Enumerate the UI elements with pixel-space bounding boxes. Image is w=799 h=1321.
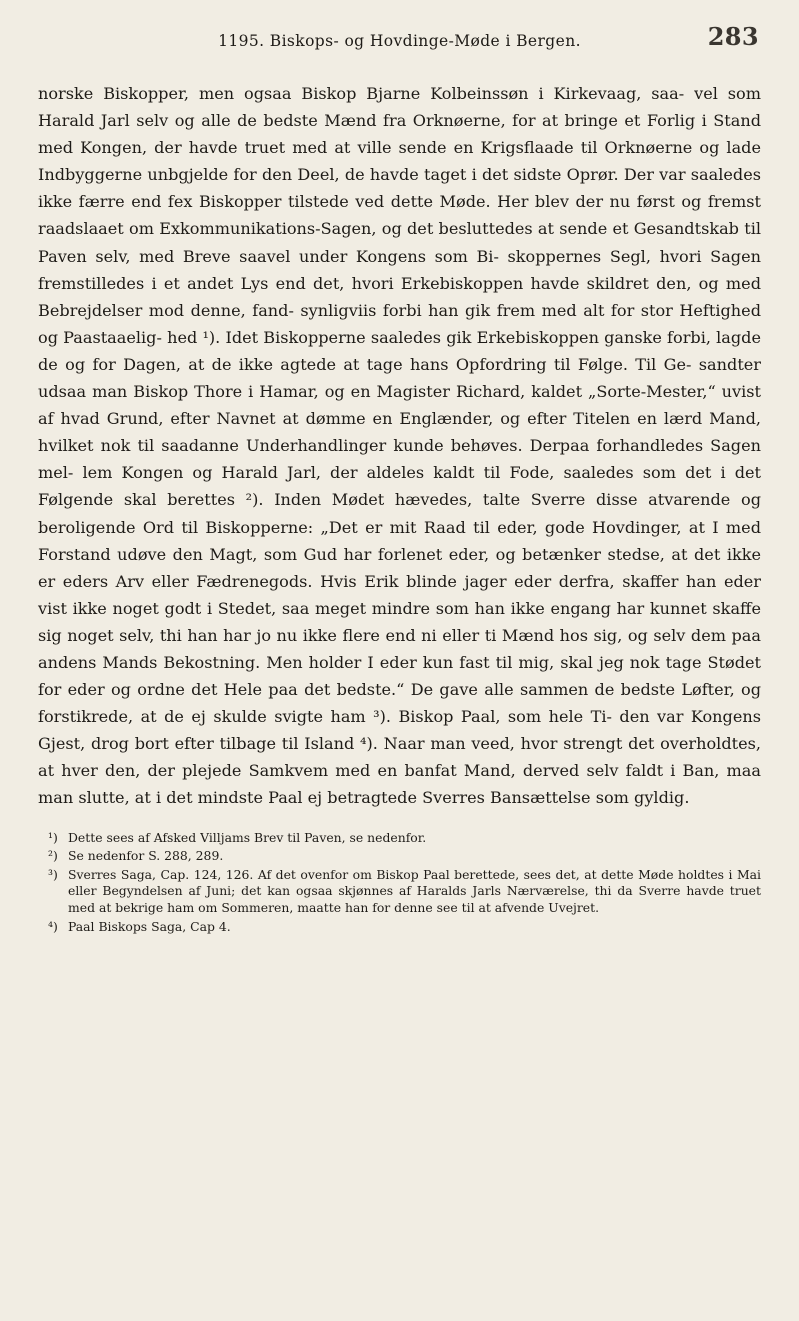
footnote-mark: ²) (48, 848, 58, 864)
footnote-mark: ⁴) (48, 918, 58, 934)
footnote-2 (48, 848, 761, 865)
footnote-text: Dette sees af Afsked Villjams Brev til Paven, se nedenfor. (68, 829, 427, 845)
page-number: 283 (707, 22, 759, 51)
footnote-text: Sverres Saga, Cap. 124, 126. Af det ovenfor om Biskop Paal berettede, sees det, at dette Møde holdtes i Mai eller Begyndelsen af Juni; det kan ogsaa skjønnes af Haralds Jarls Nærværelse, thi da Sverre havde truet med at bekrige ham om Sommeren, maatte han for denne see til at afvende Uvejret. (68, 866, 761, 915)
footnote-4 (48, 918, 761, 936)
footnote-1 (48, 829, 761, 847)
main-paragraph: norske Biskopper, men ogsaa Biskop Bjarne Kolbeinssøn i Kirkevaag, saa- vel som Harald Jarl selv og alle de bedste Mænd fra Orknøerne, for at bringe et Forlig i Stand med Kongen, der havde truet med at ville sende en Krigsflaade til Orknøerne og lade Indbyggerne unbgjelde for den Deel, de havde taget i det sidste Oprør. Der var saaledes ikke færre end fex Biskopper tilstede ved dette Møde. Her blev der nu først og fremst raadslaaet om Exkommunikations-Sagen, og det besluttedes at sende et Gesandtskab til Paven selv, med Breve saavel under Kongens som Bi- skoppernes Segl, hvori Sagen fremstilledes i et andet Lys end det, hvori Erkebiskoppen havde skildret den, og med Bebrejdelser mod denne, fand- synligviis forbi han gik frem med alt for stor Heftighed og Paastaaelig- hed ¹). Idet Biskopperne saaledes gik Erkebiskoppen ganske forbi, lagde de og for Dagen, at de ikke agtede at tage hans Opfordring til Følge. Til Ge- sandter udsaa man Biskop Thore i Hamar, og en Magister Richard, kaldet „Sorte-Mester,“ uvist af hvad Grund, efter Navnet at dømme en Englænder, og efter Titelen en lærd Mand, hvilket nok til saadanne Underhandlinger kunde behøves. Derpaa forhandledes Sagen mel- lem Kongen og Harald Jarl, der aldeles kaldt til Fode, saaledes som det i det Følgende skal berettes ²). Inden Mødet hævedes, talte Sverre disse atvarende og beroligende Ord til Biskopperne: „Det er mit Raad til eder, gode Hovdinger, at I med Forstand udøve den Magt, som Gud har forlenet eder, og betænker stedse, at det ikke er eders Arv eller Fædrenegods. Hvis Erik blinde jager eder derfra, skaffer han eder vist ikke noget godt i Stedet, saa meget mindre som han ikke engang har kunnet skaffe sig noget selv, thi han har jo nu ikke flere end ni eller ti Mænd hos sig, og selv dem paa andens Mands Bekostning. Men holder I eder kun fast til mig, skal jeg nok tage Stødet for eder og ordne det Hele paa det bedste.“ De gave alle sammen de bedste Løfter, og forstikrede, at de ej skulde svigte ham ³). Biskop Paal, som hele Ti- den var Kongens Gjest, drog bort efter tilbage til Island ⁴). Naar man veed, hvor strengt det overholdtes, at hver den, der plejede Samkvem med en banfat Mand, derved selv faldt i Ban, maa man slutte, at i det mindste Paal ej betragtede Sverres Bansættelse som gyldig. (38, 84, 761, 808)
footnotes (38, 830, 761, 936)
body-text (38, 80, 761, 812)
running-header (38, 22, 761, 62)
footnote-mark: ³) (48, 866, 58, 882)
footnote-text: Paal Biskops Saga, Cap 4. (68, 918, 231, 934)
footnote-mark: ¹) (48, 829, 58, 845)
footnote-text: Se nedenfor S. 288, 289. (68, 848, 224, 864)
header-title: 1195. Biskops- og Hovdinge-Møde i Bergen. (218, 32, 581, 50)
footnote-3 (48, 866, 761, 917)
